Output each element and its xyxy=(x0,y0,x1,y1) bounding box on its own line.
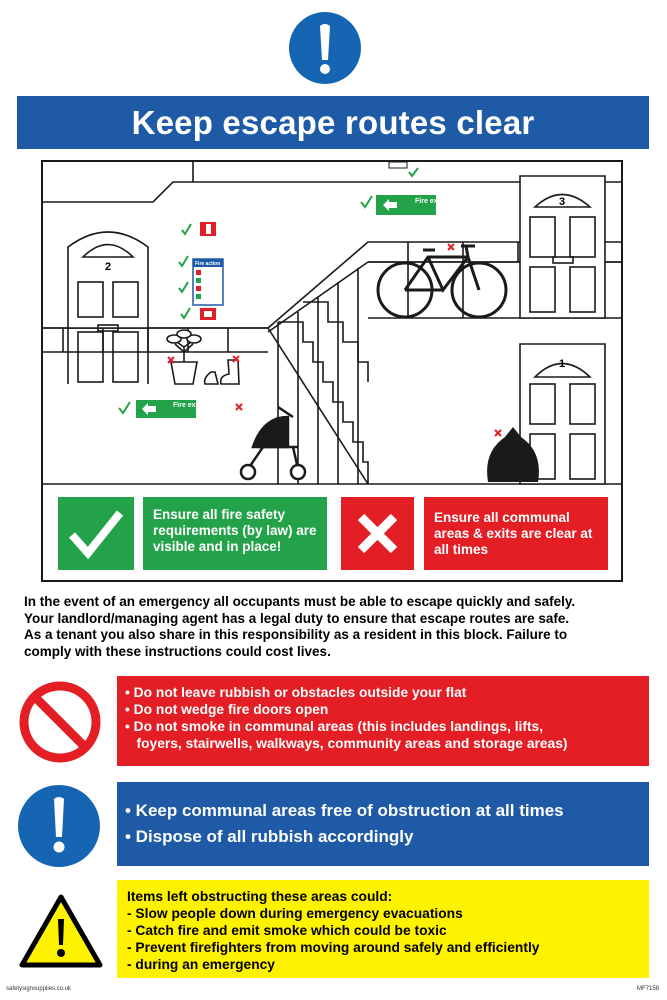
cross-panel xyxy=(341,497,414,570)
door-2 xyxy=(68,232,148,384)
fire-alarm-icon xyxy=(389,162,418,176)
bicycle-icon xyxy=(378,246,506,317)
intro-paragraph xyxy=(24,594,654,660)
fire-exit-label: Fire exit xyxy=(415,198,442,205)
mandatory-icon xyxy=(18,785,100,867)
cross-icon xyxy=(495,430,501,436)
warning-line: - Slow people down during emergency evacuations xyxy=(127,906,463,921)
fire-alarm-call-point-icon xyxy=(181,308,216,320)
prohibition-line: • Do not smoke in communal areas (this includes landings, lifts, xyxy=(125,719,544,734)
fire-exit-sign-lower xyxy=(119,400,201,418)
tick-panel-text: Ensure all fire safety requirements (by law) are visible and in place! xyxy=(143,497,327,570)
intro-line: Your landlord/managing agent has a legal duty to ensure that escape routes are safe. xyxy=(24,610,570,626)
intro-line: In the event of an emergency all occupants must be able to escape quickly and safely. xyxy=(24,594,576,609)
warning-panel xyxy=(117,880,649,978)
prohibition-panel xyxy=(117,676,649,766)
extinguisher-sign-icon xyxy=(182,222,216,236)
fire-action-label: Fire action xyxy=(195,261,221,267)
footer-website: safetysignsupplies.co.uk xyxy=(6,986,72,992)
mandatory-panel xyxy=(117,782,649,866)
prohibition-line: foyers, stairwells, walkways, community areas and storage areas) xyxy=(125,736,568,751)
prohibition-line: • Do not leave rubbish or obstacles outside your flat xyxy=(125,685,467,700)
warning-line: - Catch fire and emit smoke which could be toxic xyxy=(127,923,447,938)
boots-icon xyxy=(205,360,239,384)
fire-exit-label-lower: Fire exit xyxy=(173,402,200,409)
footer-code: MF7158 xyxy=(636,986,659,992)
intro-line: As a tenant you also share in this responsibility as a resident in this block. Failure to xyxy=(24,627,568,642)
mandatory-line: • Dispose of all rubbish accordingly xyxy=(125,827,414,846)
door-number-2: 2 xyxy=(104,261,112,273)
door-number-1: 1 xyxy=(558,358,566,370)
fire-action-notice xyxy=(179,256,223,305)
prohibition-line: • Do not wedge fire doors open xyxy=(125,702,329,717)
tick-icon xyxy=(361,196,372,207)
page-title: Keep escape routes clear xyxy=(131,103,535,141)
title-banner xyxy=(17,96,649,149)
warning-line: Items left obstructing these areas could: xyxy=(127,889,393,904)
cross-icon xyxy=(341,497,414,570)
pram-icon xyxy=(241,407,305,479)
cross-panel-text: Ensure all communal areas & exits are clear at all times xyxy=(424,497,608,570)
fire-exit-sign-upper xyxy=(361,195,443,215)
mandatory-line: • Keep communal areas free of obstruction at all times xyxy=(125,801,564,820)
cross-icon xyxy=(236,404,242,410)
warning-line: - Prevent firefighters from moving around safely and efficiently xyxy=(127,940,540,955)
mandatory-exclamation-icon xyxy=(289,12,361,84)
warning-icon xyxy=(18,893,104,971)
door-number-3: 3 xyxy=(558,196,566,208)
prohibition-icon xyxy=(18,680,102,764)
tick-panel xyxy=(58,497,134,570)
plant-pot-icon xyxy=(167,330,201,384)
cross-icon xyxy=(448,244,454,250)
intro-line: comply with these instructions could cost lives. xyxy=(24,643,331,659)
tick-icon xyxy=(58,497,134,570)
warning-line: - during an emergency xyxy=(127,957,275,972)
